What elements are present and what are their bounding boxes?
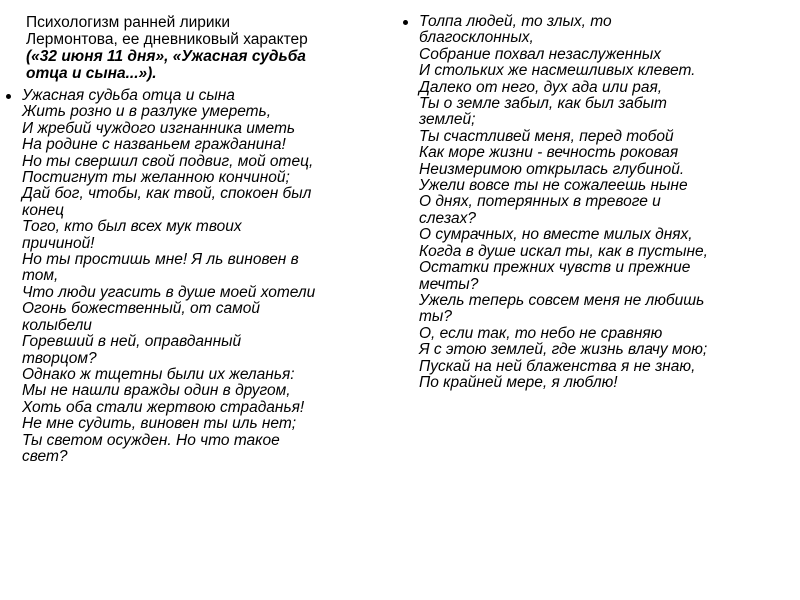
poem-line: Пускай на ней блаженства я не знаю,	[419, 357, 696, 375]
poem-line: Хоть оба стали жертвою страданья!	[22, 398, 305, 416]
poem-line: Ты счастливей меня, перед тобой	[419, 127, 674, 145]
poem-line: Но ты простишь мне! Я ль виновен в	[22, 251, 299, 269]
poem-line: Однако ж тщетны были их желанья:	[22, 365, 295, 383]
left-poem-lines	[22, 88, 384, 465]
bullet-icon	[6, 94, 11, 99]
poem-line: Ты о земле забыл, как был забыт	[419, 95, 667, 113]
poem-line: О сумрачных, но вместе милых днях,	[419, 226, 693, 244]
poem-line: том,	[22, 267, 59, 285]
poem-line: слезах?	[419, 209, 476, 227]
left-poem	[0, 88, 384, 465]
right-poem	[397, 14, 793, 391]
heading-line: Психологизм ранней лирики	[26, 14, 230, 31]
poem-line: ты?	[419, 308, 452, 326]
heading-line: отца и сына...»).	[26, 65, 157, 82]
poem-line: Неизмеримою открылась глубиной.	[419, 160, 685, 178]
poem-line: И стольких же насмешливых клевет.	[419, 62, 696, 80]
poem-line: Ужель теперь совсем меня не любишь	[419, 291, 705, 309]
poem-line: И жребий чуждого изгнанника иметь	[22, 119, 296, 137]
poem-line: О днях, потерянных в тревоге и	[419, 193, 661, 211]
poem-line: На родине с названьем гражданина!	[22, 136, 286, 154]
bullet-icon	[403, 20, 408, 25]
heading-line: Лермонтова, ее дневниковый характер	[26, 31, 308, 48]
poem-line: Собрание похвал незаслуженных	[419, 45, 662, 63]
poem-line: Ты светом осужден. Но что такое	[22, 431, 280, 449]
poem-line: Далеко от него, дух ада или рая,	[419, 78, 663, 96]
poem-line: Когда в душе искал ты, как в пустыне,	[419, 242, 708, 260]
poem-line: Не мне судить, виновен ты иль нет;	[22, 415, 297, 433]
poem-line: Толпа людей, то злых, то	[419, 13, 612, 30]
poem-line: Ужели вовсе ты не сожалеешь ныне	[419, 177, 688, 195]
poem-line: Но ты свершил свой подвиг, мой отец,	[22, 152, 314, 170]
poem-line: Жить розно и в разлуке умереть,	[22, 103, 272, 121]
poem-line: причиной!	[22, 234, 95, 252]
poem-line: Я с этою землей, где жизнь влачу мою;	[419, 341, 708, 359]
poem-line: Огонь божественный, от самой	[22, 300, 261, 318]
poem-line: Постигнут ты желанною кончиной;	[22, 169, 290, 187]
right-column	[397, 14, 793, 391]
poem-line: колыбели	[22, 316, 92, 334]
poem-line: землей;	[419, 111, 476, 129]
poem-line: Как море жизни - вечность роковая	[419, 144, 679, 162]
poem-line: Ужасная судьба отца и сына	[22, 87, 235, 104]
poem-line: Горевший в ней, оправданный	[22, 333, 242, 351]
poem-line: мечты?	[419, 275, 479, 293]
right-poem-list	[397, 14, 793, 391]
right-poem-lines	[419, 14, 793, 391]
left-poem-list	[0, 88, 390, 465]
poem-line: Остатки прежних чувств и прежние	[419, 259, 691, 277]
slide-heading	[26, 14, 386, 82]
poem-line: Что люди угасить в душе моей хотели	[22, 283, 316, 301]
poem-line: О, если так, то небо не сравняю	[419, 324, 663, 342]
poem-line: благосклонных,	[419, 29, 534, 47]
poem-line: Мы не нашли вражды один в другом,	[22, 382, 291, 400]
poem-line: Того, кто был всех мук твоих	[22, 218, 242, 236]
poem-line: свет?	[22, 447, 68, 465]
heading-line: («32 июня 11 дня», «Ужасная судьба	[26, 48, 306, 65]
poem-line: конец	[22, 201, 64, 219]
poem-line: творцом?	[22, 349, 97, 367]
poem-line: По крайней мере, я люблю!	[419, 373, 618, 391]
poem-line: Дай бог, чтобы, как твой, спокоен был	[22, 185, 312, 203]
left-column	[0, 14, 390, 465]
